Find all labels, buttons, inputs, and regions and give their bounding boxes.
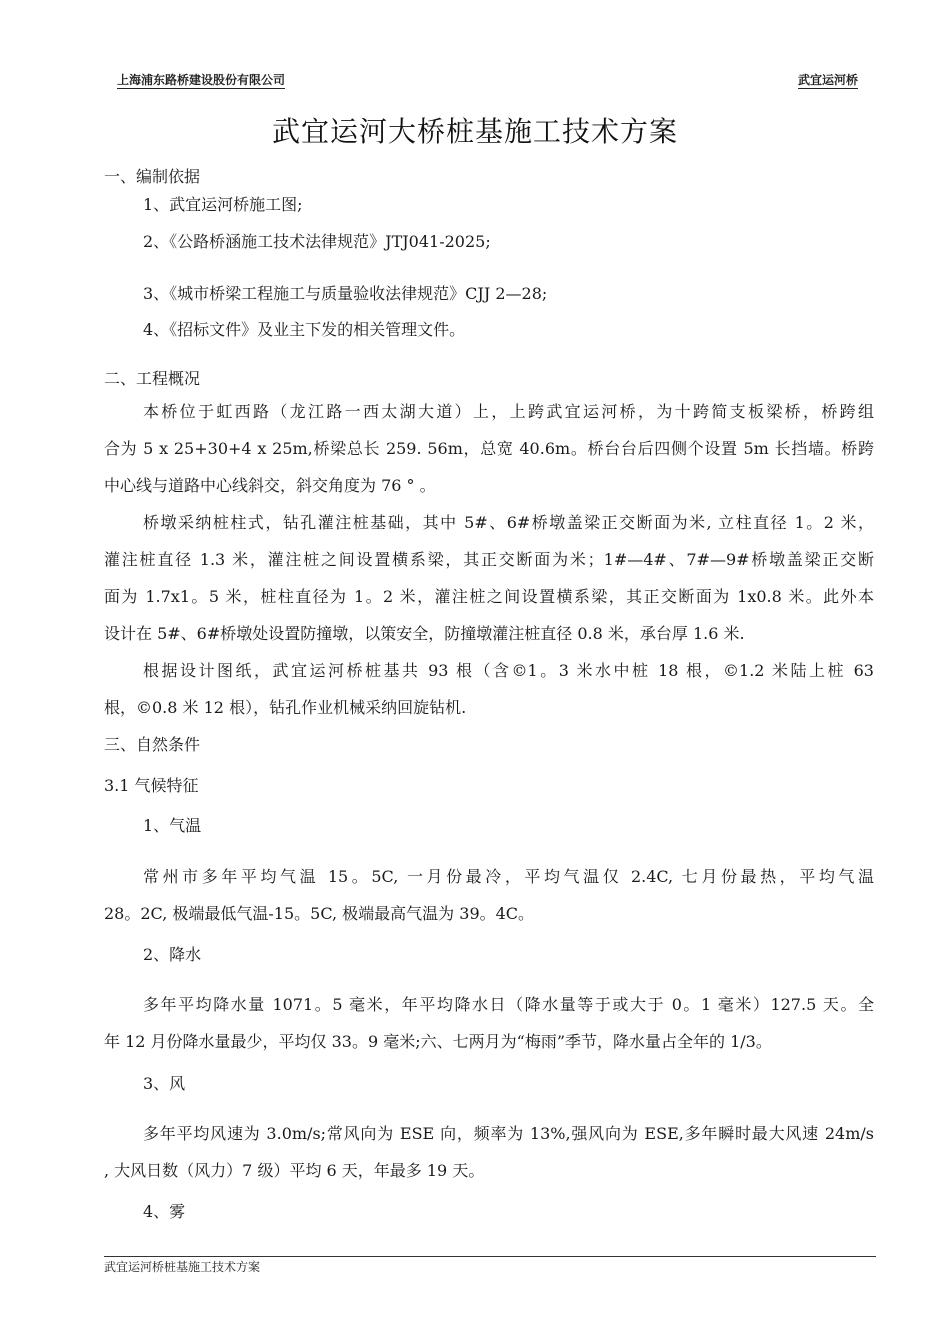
basis-item-1: 1、武宜运河桥施工图; (143, 195, 303, 214)
overview-p3-line1: 根据设计图纸，武宜运河桥桩基共 93 根（含©1。3 米水中桩 18 根，©1.2 米陆上桩 63 (143, 661, 874, 680)
basis-item-3: 3、《城市桥梁工程施工与质量验收法律规范》CJJ 2—28; (143, 284, 548, 303)
header-company: 上海浦东路桥建设股份有限公司 (117, 73, 286, 87)
wind-line1: 多年平均风速为 3.0m/s;常风向为 ESE 向，频率为 13%,强风向为 ESE,多年瞬时最大风速 24m/s (143, 1124, 874, 1143)
section3-heading: 三、自然条件 (104, 735, 201, 754)
overview-p3-line2: 根，©0.8 米 12 根），钻孔作业机械采纳回旋钻机. (104, 698, 467, 717)
section2-heading: 二、工程概况 (104, 369, 201, 388)
overview-p1-line2: 合为 5 x 25+30+4 x 25m,桥梁总长 259. 56m，总宽 40.6m。桥台台后四侧个设置 5m 长挡墙。桥跨 (104, 439, 874, 458)
overview-p2-line1: 桥墩采纳桩柱式，钻孔灌注桩基础，其中 5#、6#桥墩盖梁正交断面为米, 立柱直径 1。2 米， (143, 513, 874, 532)
overview-p1-line3: 中心线与道路中心线斜交，斜交角度为 76 ° 。 (104, 476, 436, 495)
overview-p2-line2: 灌注桩直径 1.3 米，灌注桩之间设置横系梁，其正交断面为米；1#—4#、7#—9#桥墩盖梁正交断 (104, 550, 874, 569)
wind-heading: 3、风 (143, 1074, 186, 1093)
overview-p1-line1: 本桥位于虹西路（龙江路一西太湖大道）上，上跨武宜运河桥，为十跨简支板梁桥，桥跨组 (143, 402, 874, 421)
overview-p2-line4: 设计在 5#、6#桥墩处设置防撞墩，以策安全，防撞墩灌注桩直径 0.8 米，承台厚 1.6 米. (104, 624, 745, 643)
temperature-heading: 1、气温 (143, 816, 202, 835)
footer-divider (104, 1256, 876, 1257)
basis-item-4: 4、《招标文件》及业主下发的相关管理文件。 (143, 320, 466, 339)
basis-item-2: 2、《公路桥涵施工技术法律规范》JTJ041-2025; (143, 232, 491, 251)
climate-subheading: 3.1 气候特征 (104, 776, 199, 795)
temperature-line1: 常州市多年平均气温 15。5C, 一月份最冷，平均气温仅 2.4C, 七月份最热，平均气温 (143, 867, 874, 886)
wind-line2: , 大风日数（风力）7 级）平均 6 天，年最多 19 天。 (104, 1161, 485, 1180)
fog-heading: 4、雾 (143, 1202, 186, 1221)
temperature-line2: 28。2C, 极端最低气温-15。5C, 极端最高气温为 39。4C。 (104, 904, 535, 923)
rainfall-line1: 多年平均降水量 1071。5 毫米，年平均降水日（降水量等于或大于 0。1 毫米）127.5 天。全 (143, 995, 874, 1014)
header-project: 武宜运河桥 (797, 73, 858, 87)
section1-heading: 一、编制依据 (104, 167, 201, 186)
document-title: 武宜运河大桥桩基施工技术方案 (271, 115, 678, 148)
rainfall-line2: 年 12 月份降水量最少，平均仅 33。9 毫米;六、七两月为“梅雨”季节，降水量占全年的 1/3。 (104, 1032, 772, 1051)
overview-p2-line3: 面为 1.7x1。5 米，桩柱直径为 1。2 米，灌注桩之间设置横系梁，其正交断面为 1x0.8 米。此外本 (104, 587, 874, 606)
rainfall-heading: 2、降水 (143, 945, 202, 964)
footer-text: 武宜运河桥桩基施工技术方案 (104, 1260, 261, 1274)
